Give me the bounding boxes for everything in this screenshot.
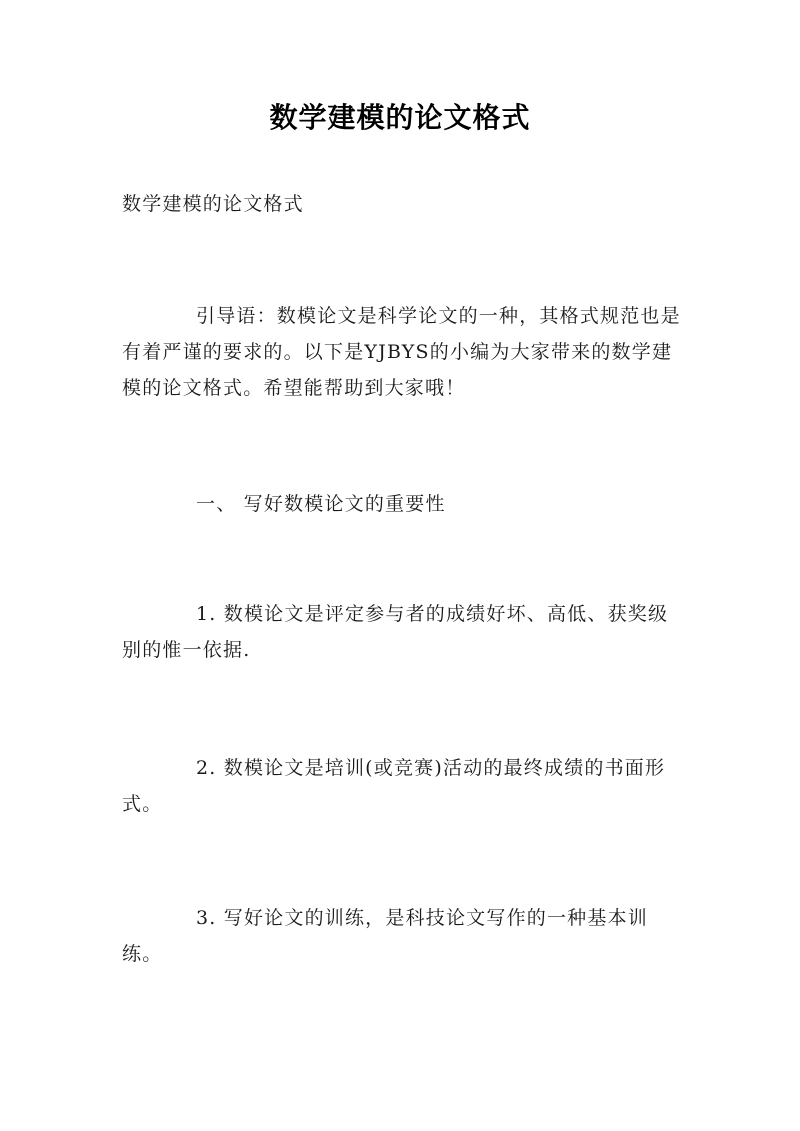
document-title: 数学建模的论文格式 [269, 101, 531, 134]
document-subtitle: 数学建模的论文格式 [122, 193, 304, 215]
section-heading: 一、 写好数模论文的重要性 [196, 493, 446, 515]
list-item: 1. 数模论文是评定参与者的成绩好坏、高低、获奖级别的惟一依据. [122, 603, 669, 661]
list-item: 2. 数模论文是培训(或竞赛)活动的最终成绩的书面形式。 [122, 757, 666, 815]
list-item: 3. 写好论文的训练，是科技论文写作的一种基本训练。 [122, 907, 648, 965]
intro-paragraph: 引导语：数模论文是科学论文的一种，其格式规范也是有着严谨的要求的。以下是YJBYS的小编为大家带来的数学建模的论文格式。希望能帮助到大家哦！ [122, 305, 681, 399]
